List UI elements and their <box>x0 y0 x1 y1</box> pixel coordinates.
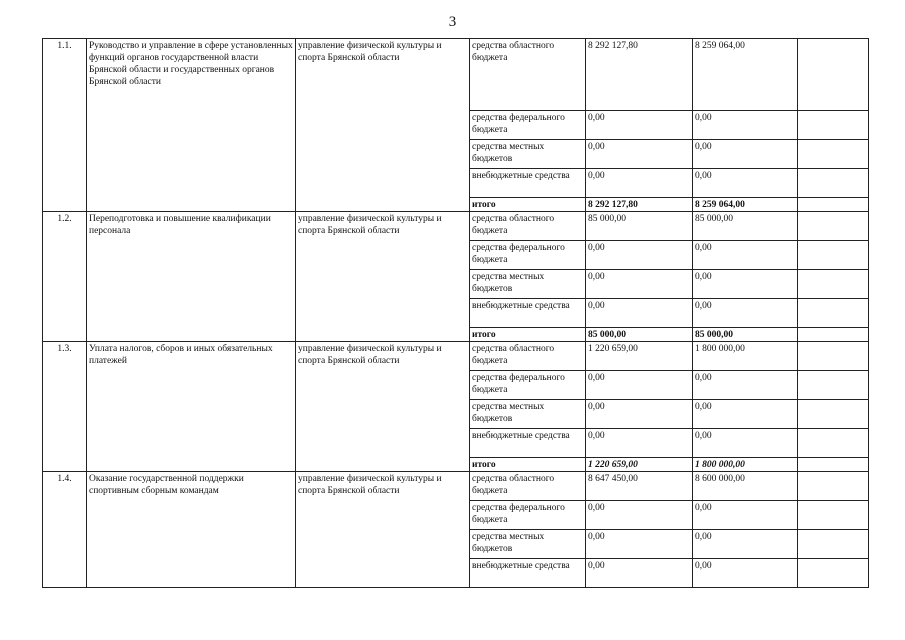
empty-cell <box>798 111 869 140</box>
amount-year-2: 85 000,00 <box>693 212 798 241</box>
funding-source: средства федерального бюджета <box>470 241 586 270</box>
executor: управление физической культуры и спорта Брянской области <box>296 472 470 588</box>
empty-cell <box>798 559 869 588</box>
executor: управление физической культуры и спорта Брянской области <box>296 342 470 472</box>
empty-cell <box>798 400 869 429</box>
amount-year-2: 8 600 000,00 <box>693 472 798 501</box>
amount-year-2: 0,00 <box>693 530 798 559</box>
funding-source: средства местных бюджетов <box>470 140 586 169</box>
empty-cell <box>798 472 869 501</box>
amount-year-1: 85 000,00 <box>586 328 693 342</box>
amount-year-1: 0,00 <box>586 299 693 328</box>
empty-cell <box>798 328 869 342</box>
activity-name: Руководство и управление в сфере установленных функций органов государственной власти Брянской области и государственных органов Брянской области <box>87 39 296 212</box>
funding-source: итого <box>470 458 586 472</box>
amount-year-1: 1 220 659,00 <box>586 458 693 472</box>
amount-year-1: 0,00 <box>586 429 693 458</box>
amount-year-1: 85 000,00 <box>586 212 693 241</box>
empty-cell <box>798 198 869 212</box>
amount-year-1: 0,00 <box>586 501 693 530</box>
empty-cell <box>798 458 869 472</box>
funding-source: внебюджетные средства <box>470 429 586 458</box>
empty-cell <box>798 212 869 241</box>
amount-year-2: 0,00 <box>693 559 798 588</box>
funding-source: средства местных бюджетов <box>470 270 586 299</box>
amount-year-1: 0,00 <box>586 371 693 400</box>
amount-year-2: 0,00 <box>693 270 798 299</box>
amount-year-2: 8 259 064,00 <box>693 39 798 111</box>
amount-year-2: 1 800 000,00 <box>693 342 798 371</box>
funding-source: средства федерального бюджета <box>470 371 586 400</box>
activity-name: Переподготовка и повышение квалификации персонала <box>87 212 296 342</box>
funding-source: средства областного бюджета <box>470 472 586 501</box>
amount-year-1: 0,00 <box>586 169 693 198</box>
section-number: 1.3. <box>43 342 87 472</box>
amount-year-1: 0,00 <box>586 400 693 429</box>
empty-cell <box>798 241 869 270</box>
amount-year-2: 0,00 <box>693 501 798 530</box>
amount-year-1: 8 292 127,80 <box>586 198 693 212</box>
page-number: 3 <box>448 14 457 30</box>
amount-year-2: 0,00 <box>693 400 798 429</box>
amount-year-1: 0,00 <box>586 559 693 588</box>
empty-cell <box>798 39 869 111</box>
amount-year-1: 0,00 <box>586 270 693 299</box>
executor: управление физической культуры и спорта Брянской области <box>296 212 470 342</box>
amount-year-2: 1 800 000,00 <box>693 458 798 472</box>
amount-year-1: 0,00 <box>586 140 693 169</box>
table-row <box>43 212 869 241</box>
amount-year-1: 8 647 450,00 <box>586 472 693 501</box>
empty-cell <box>798 501 869 530</box>
funding-source: внебюджетные средства <box>470 299 586 328</box>
amount-year-1: 0,00 <box>586 111 693 140</box>
executor: управление физической культуры и спорта Брянской области <box>296 39 470 212</box>
table-row <box>43 342 869 371</box>
amount-year-2: 0,00 <box>693 429 798 458</box>
empty-cell <box>798 429 869 458</box>
funding-source: итого <box>470 328 586 342</box>
amount-year-2: 8 259 064,00 <box>693 198 798 212</box>
activity-name: Уплата налогов, сборов и иных обязательных платежей <box>87 342 296 472</box>
amount-year-2: 0,00 <box>693 299 798 328</box>
amount-year-2: 0,00 <box>693 371 798 400</box>
amount-year-1: 0,00 <box>586 530 693 559</box>
empty-cell <box>798 342 869 371</box>
empty-cell <box>798 270 869 299</box>
empty-cell <box>798 530 869 559</box>
amount-year-2: 0,00 <box>693 241 798 270</box>
funding-source: средства федерального бюджета <box>470 111 586 140</box>
amount-year-2: 0,00 <box>693 140 798 169</box>
funding-source: внебюджетные средства <box>470 559 586 588</box>
amount-year-1: 1 220 659,00 <box>586 342 693 371</box>
amount-year-2: 85 000,00 <box>693 328 798 342</box>
empty-cell <box>798 169 869 198</box>
amount-year-1: 8 292 127,80 <box>586 39 693 111</box>
funding-source: средства местных бюджетов <box>470 530 586 559</box>
funding-source: средства местных бюджетов <box>470 400 586 429</box>
section-number: 1.2. <box>43 212 87 342</box>
table-row <box>43 472 869 501</box>
empty-cell <box>798 140 869 169</box>
section-number: 1.1. <box>43 39 87 212</box>
table-row <box>43 39 869 111</box>
funding-source: итого <box>470 198 586 212</box>
funding-source: средства федерального бюджета <box>470 501 586 530</box>
funding-source: внебюджетные средства <box>470 169 586 198</box>
funding-source: средства областного бюджета <box>470 39 586 111</box>
section-number: 1.4. <box>43 472 87 588</box>
amount-year-2: 0,00 <box>693 169 798 198</box>
empty-cell <box>798 299 869 328</box>
funding-source: средства областного бюджета <box>470 342 586 371</box>
amount-year-1: 0,00 <box>586 241 693 270</box>
funding-source: средства областного бюджета <box>470 212 586 241</box>
budget-table <box>42 38 869 588</box>
activity-name: Оказание государственной поддержки спортивным сборным командам <box>87 472 296 588</box>
amount-year-2: 0,00 <box>693 111 798 140</box>
empty-cell <box>798 371 869 400</box>
